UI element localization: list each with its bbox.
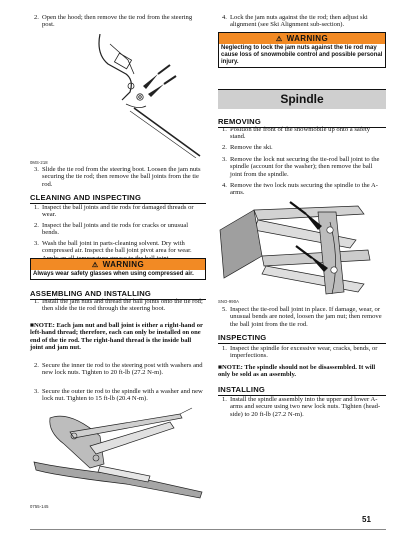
installing-heading: INSTALLING <box>218 385 386 396</box>
note-square-icon: ■ <box>218 364 222 371</box>
jam-nut-warning <box>218 32 386 68</box>
in-step-1: 1. Inspect the spindle for excessive wear, cracks, bends, or imperfections. <box>222 345 378 360</box>
inst-step-1: 1. Install the spindle assembly into the upper and lower A-arms and secure using two new lock nuts. Tighten (head-side) to 20 ft-lb (27.2 N-m). <box>222 396 381 418</box>
thread-note: ■NOTE: Each jam nut and ball joint is either a right-hand or left-hand thread; therefore, each can only be installed on one end of the tie rod. The right-hand thread is the inside ball joint and jam nut. <box>30 322 203 352</box>
spindle-ski-figure <box>30 406 206 502</box>
rm-step-3: 3. Remove the lock nut securing the tie-rod ball joint to the spindle (account for the washer); then remove the ball joint from the spindle. <box>222 156 380 178</box>
inspecting-heading: INSPECTING <box>218 333 386 344</box>
rm-step-1: 1. Position the front of the snowmobile up onto a safety stand. <box>222 126 371 141</box>
warning-bar: ⚠ WARNING <box>219 33 385 44</box>
ai-step-3: 3. Secure the outer tie rod to the spindle with a washer and new lock nut. Tighten to 15 ft-lb (20.4 N-m). <box>34 388 203 403</box>
tie-rod-figure <box>30 34 206 158</box>
spindle-a-arms-illustration <box>218 200 386 298</box>
step-3: 3. Slide the tie rod from the steering boot. Loosen the jam nuts securing the tie rod; then remove the ball joints from the tie rod. <box>34 166 201 188</box>
note-square-icon: ■ <box>30 322 34 329</box>
spindle-a-arms-figure <box>218 200 386 298</box>
page-number: 51 <box>362 515 371 524</box>
compressed-air-warning <box>30 258 206 280</box>
removing-heading: REMOVING <box>218 117 386 128</box>
figure-label: 0MS-218 <box>30 160 48 165</box>
cleaning-inspecting-heading: CLEANING AND INSPECTING <box>30 193 206 204</box>
spindle-note: ■NOTE: The spindle should not be disassembled. It will only be sold as an assembly. <box>218 364 376 379</box>
tie-rod-illustration <box>30 34 206 158</box>
warning-text: Neglecting to lock the jam nuts against the tie rod may cause loss of snowmobile control and possible personal injury. <box>221 45 383 65</box>
spindle-ski-illustration <box>30 406 206 502</box>
ai-step-2: 2. Secure the inner tie rod to the steering post with washers and new lock nuts. Tighten to 20 ft-lb (27.2 N-m). <box>34 362 203 377</box>
ci-step-3: 3. Wash the ball joint in parts-cleaning solvent. Dry with compressed air. Inspect the ball joint pivot area for wear. <box>34 240 192 255</box>
figure-label: 0755-145 <box>30 504 49 509</box>
rm-step-4: 4. Remove the two lock nuts securing the spindle to the A-arms. <box>222 182 378 197</box>
warning-text: Always wear safety glasses when using compressed air. <box>33 271 194 277</box>
assembling-installing-heading: ASSEMBLING AND INSTALLING <box>30 289 206 300</box>
spindle-section-title: Spindle <box>218 89 386 109</box>
ai-step-1: 1. Install the jam nuts and thread the ball joints onto the tie rod; then slide the tie rod through the steering boot. <box>34 298 203 313</box>
ci-step-1: 1. Inspect the ball joints and tie rods for damaged threads or wear. <box>34 204 194 219</box>
rm-step-2: 2. Remove the ski. <box>222 144 273 151</box>
figure-label: SNO-990A <box>218 299 240 304</box>
warning-triangle-icon: ⚠ <box>91 262 99 269</box>
step-2: 2. Open the hood; then remove the tie rod from the steering post. <box>34 14 193 29</box>
step-4: 4. Lock the jam nuts against the tie rod; then adjust ski alignment (see Ski Alignment sub-section). <box>222 14 368 29</box>
rm-step-5: 5. Inspect the tie-rod ball joint in place. If damage, wear, or unusual bends are noted, loosen the jam nut; then remove the ball joint from the tie rod. <box>222 306 382 328</box>
ci-step-2: 2. Inspect the ball joints and tie rods for cracks or unusual bends. <box>34 222 189 237</box>
warning-triangle-icon: ⚠ <box>275 36 283 43</box>
warning-bar: ⚠ WARNING <box>31 259 205 270</box>
bottom-rule <box>30 529 386 530</box>
